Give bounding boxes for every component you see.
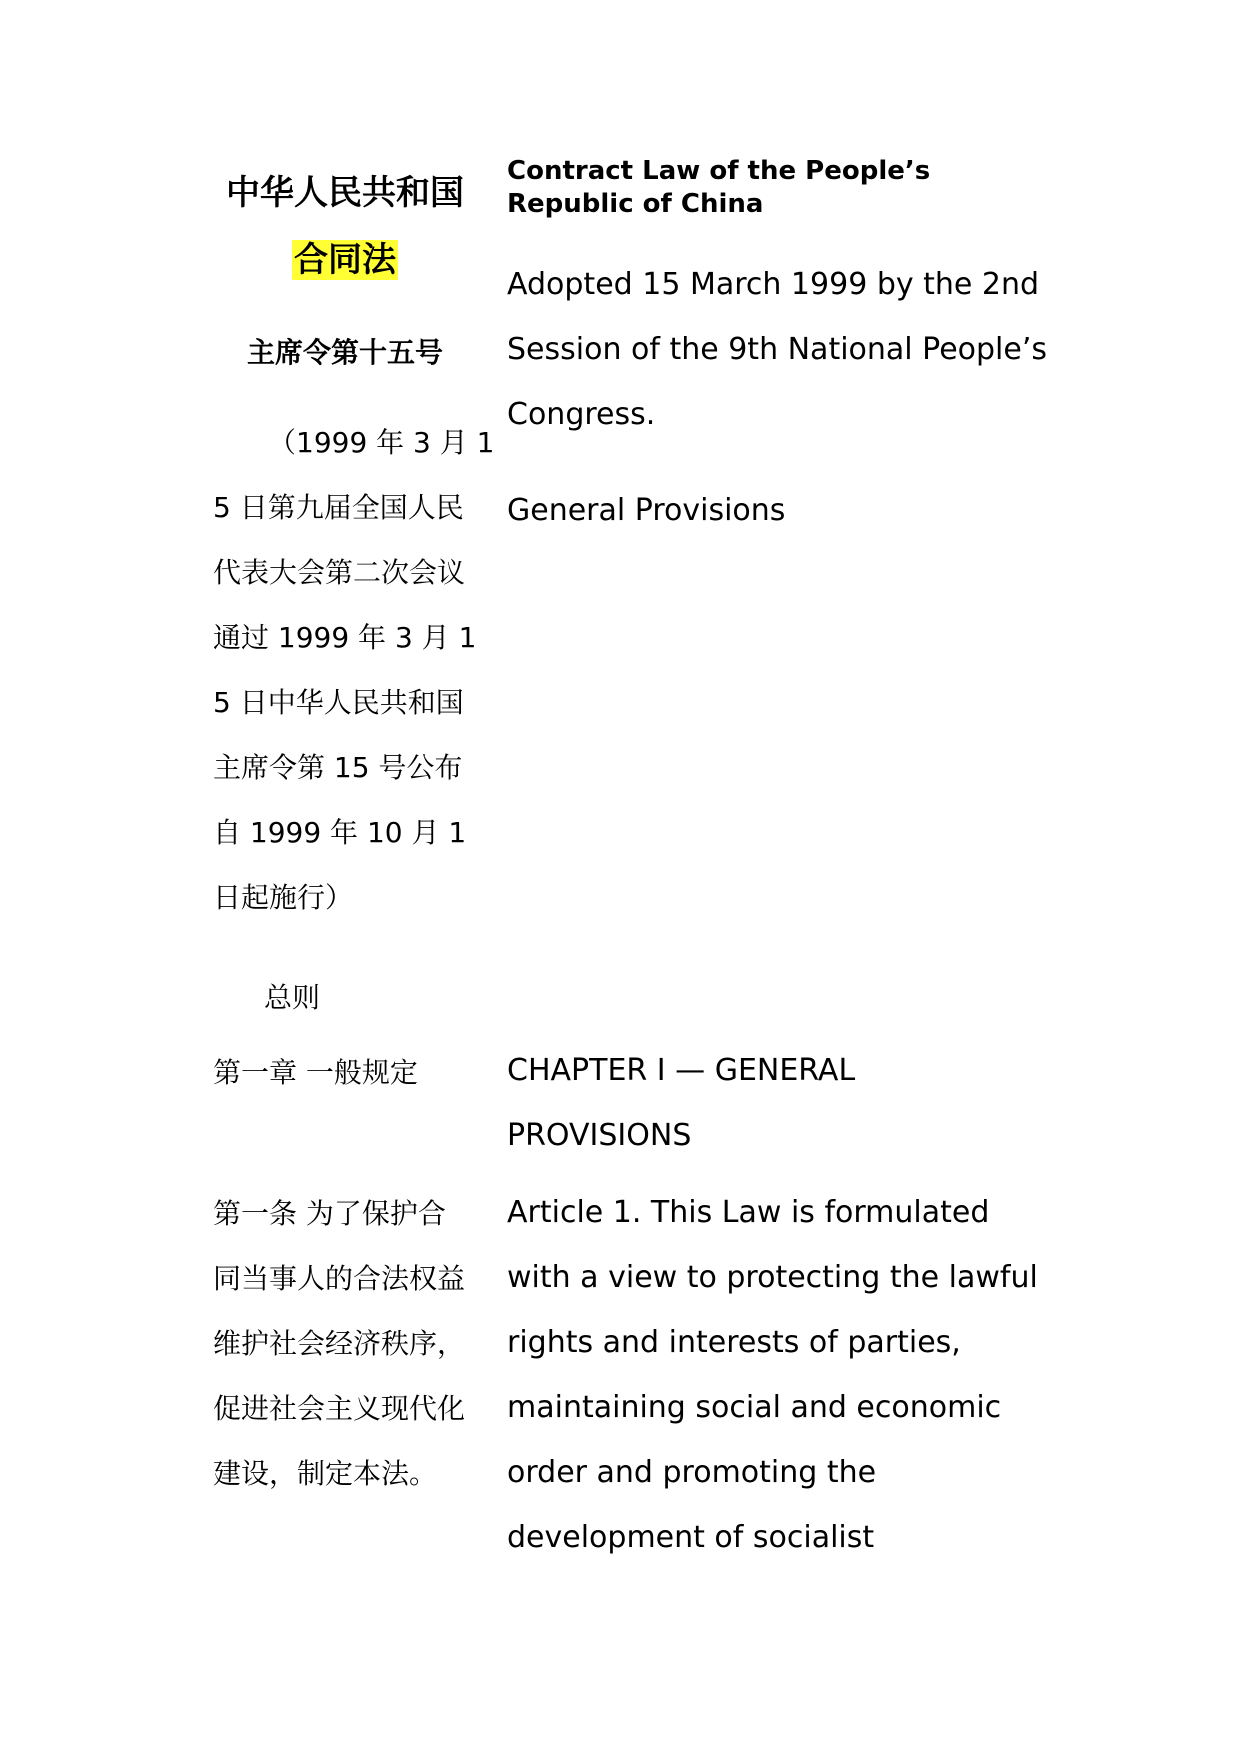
en-article-line: order and promoting the xyxy=(507,1455,877,1490)
zh-title xyxy=(215,160,475,294)
zh-note-line: 日起施行） xyxy=(213,881,354,914)
en-adoption-note xyxy=(507,252,1047,447)
zh-note-line: 5 日中华人民共和国 xyxy=(213,686,464,719)
zh-adoption-note xyxy=(213,410,495,930)
en-chapter-line: PROVISIONS xyxy=(507,1118,692,1153)
zh-order-number: 主席令第十五号 xyxy=(246,336,443,369)
zh-general-heading: 总则 xyxy=(264,981,321,1014)
zh-note-line: 自 1999 年 10 月 1 xyxy=(213,816,467,849)
zh-title-line1: 中华人民共和国 xyxy=(226,173,464,213)
zh-note-line: 通过 1999 年 3 月 1 xyxy=(213,621,477,654)
en-article-line: Article 1. This Law is formulated xyxy=(507,1195,990,1230)
en-adopted-line: Congress. xyxy=(507,397,656,432)
zh-article-line: 同当事人的合法权益 xyxy=(213,1262,466,1295)
en-article-line: rights and interests of parties, xyxy=(507,1325,961,1360)
zh-article-line: 维护社会经济秩序， xyxy=(213,1327,466,1360)
zh-article-1 xyxy=(213,1181,465,1506)
zh-note-line: 主席令第 15 号公布 xyxy=(213,751,463,784)
en-article-1 xyxy=(507,1180,1038,1570)
en-article-line: maintaining social and economic xyxy=(507,1390,1002,1425)
zh-note-line: 5 日第九届全国人民 xyxy=(213,491,464,524)
en-chapter-heading xyxy=(507,1038,855,1168)
en-article-line: development of socialist xyxy=(507,1520,875,1555)
en-adopted-line: Adopted 15 March 1999 by the 2nd xyxy=(507,267,1040,302)
zh-article-line: 建设，制定本法。 xyxy=(213,1457,438,1490)
zh-article-line: 促进社会主义现代化 xyxy=(213,1392,466,1425)
zh-article-line: 第一条 为了保护合 xyxy=(213,1197,446,1230)
en-article-line: with a view to protecting the lawful xyxy=(507,1260,1038,1295)
zh-note-line: （1999 年 3 月 1 xyxy=(268,426,495,459)
zh-note-line: 代表大会第二次会议 xyxy=(213,556,466,589)
zh-title-line2-highlighted: 合同法 xyxy=(294,240,396,280)
en-general-heading: General Provisions xyxy=(507,493,786,528)
en-adopted-line: Session of the 9th National People’s xyxy=(507,332,1047,367)
en-chapter-line: CHAPTER I — GENERAL xyxy=(507,1053,856,1088)
en-title: Contract Law of the People’s Republic of China xyxy=(507,156,931,219)
zh-chapter-heading: 第一章 一般规定 xyxy=(213,1056,418,1089)
